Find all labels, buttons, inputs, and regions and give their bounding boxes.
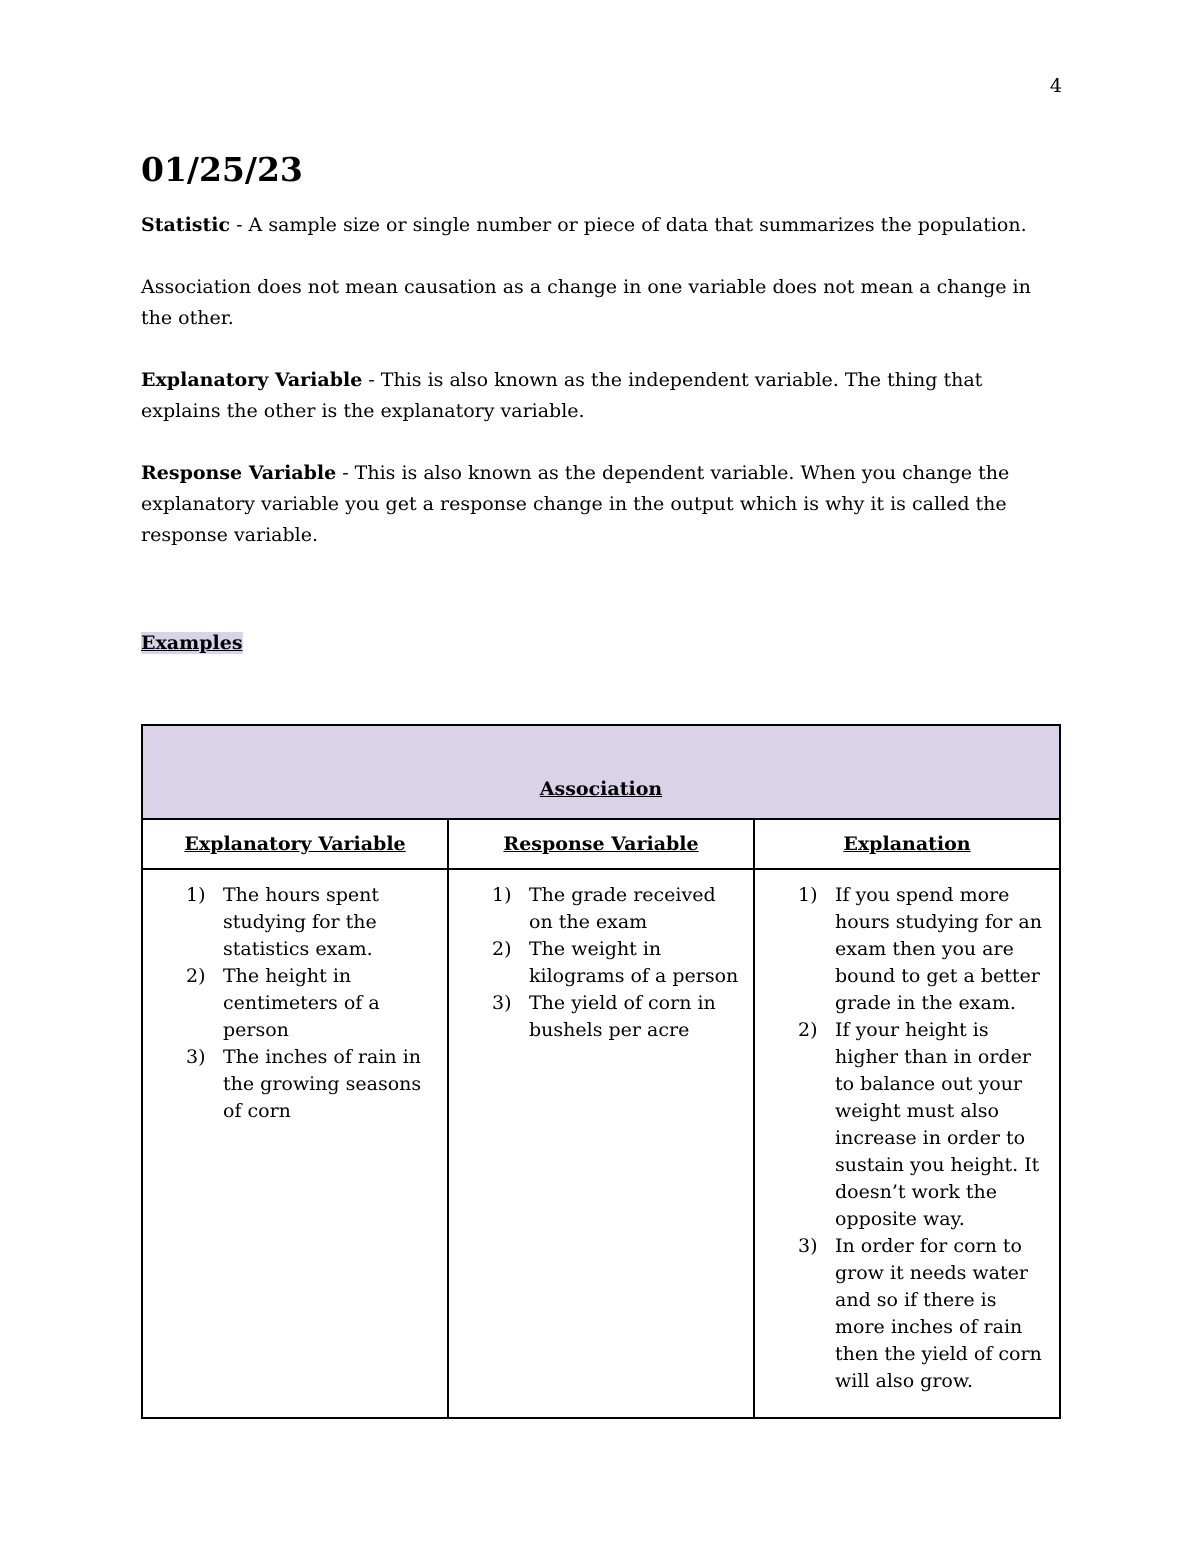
response-cell xyxy=(448,869,754,1418)
explanatory-definition xyxy=(141,365,1061,427)
examples-heading xyxy=(141,628,1061,659)
list-item: In order for corn to grow it needs water and so if there is more inches of rain then the yield of corn will also grow. xyxy=(835,1235,1042,1392)
association-table xyxy=(141,724,1061,1419)
table-title-row xyxy=(142,725,1060,819)
list-item: If your height is higher than in order to balance out your weight must also increase in order to sustain you height. It doesn’t work the opposite way. xyxy=(835,1019,1040,1230)
list-item: The weight in kilograms of a person xyxy=(529,938,739,987)
list-item: The height in centimeters of a person xyxy=(223,965,380,1041)
table-header-row xyxy=(142,819,1060,869)
examples-heading-text: Examples xyxy=(141,632,243,654)
explanatory-list xyxy=(143,882,447,1125)
statistic-term: Statistic xyxy=(141,214,231,236)
explanation-cell xyxy=(754,869,1060,1418)
table-title: Association xyxy=(142,725,1060,819)
response-definition xyxy=(141,458,1061,551)
response-text: - This is also known as the dependent variable. When you change the explanatory variable you get a response change in the output which is why it is called the response variable. xyxy=(141,462,1010,546)
header-explanatory-variable: Explanatory Variable xyxy=(142,819,448,869)
response-term: Response Variable xyxy=(141,462,337,484)
header-response-variable: Response Variable xyxy=(448,819,754,869)
explanation-list xyxy=(755,882,1059,1395)
header-explanation: Explanation xyxy=(754,819,1060,869)
explanatory-cell xyxy=(142,869,448,1418)
association-note: Association does not mean causation as a change in one variable does not mean a change in the other. xyxy=(141,276,1031,329)
list-item: The grade received on the exam xyxy=(529,884,716,933)
explanatory-text: - This is also known as the independent variable. The thing that explains the other is the explanatory variable. xyxy=(141,369,983,422)
notes-section xyxy=(141,150,1061,659)
list-item: The hours spent studying for the statistics exam. xyxy=(223,884,380,960)
statistic-text: - A sample size or single number or piece of data that summarizes the population. xyxy=(230,214,1027,236)
page-number: 4 xyxy=(1049,75,1062,97)
list-item: The inches of rain in the growing seasons of corn xyxy=(223,1046,422,1122)
list-item: The yield of corn in bushels per acre xyxy=(529,992,716,1041)
table-body-row xyxy=(142,869,1060,1418)
explanatory-term: Explanatory Variable xyxy=(141,369,363,391)
date-heading: 01/25/23 xyxy=(141,150,303,189)
statistic-definition xyxy=(141,210,1061,241)
list-item: If you spend more hours studying for an exam then you are bound to get a better grade in the exam. xyxy=(835,884,1042,1014)
response-list xyxy=(449,882,753,1044)
